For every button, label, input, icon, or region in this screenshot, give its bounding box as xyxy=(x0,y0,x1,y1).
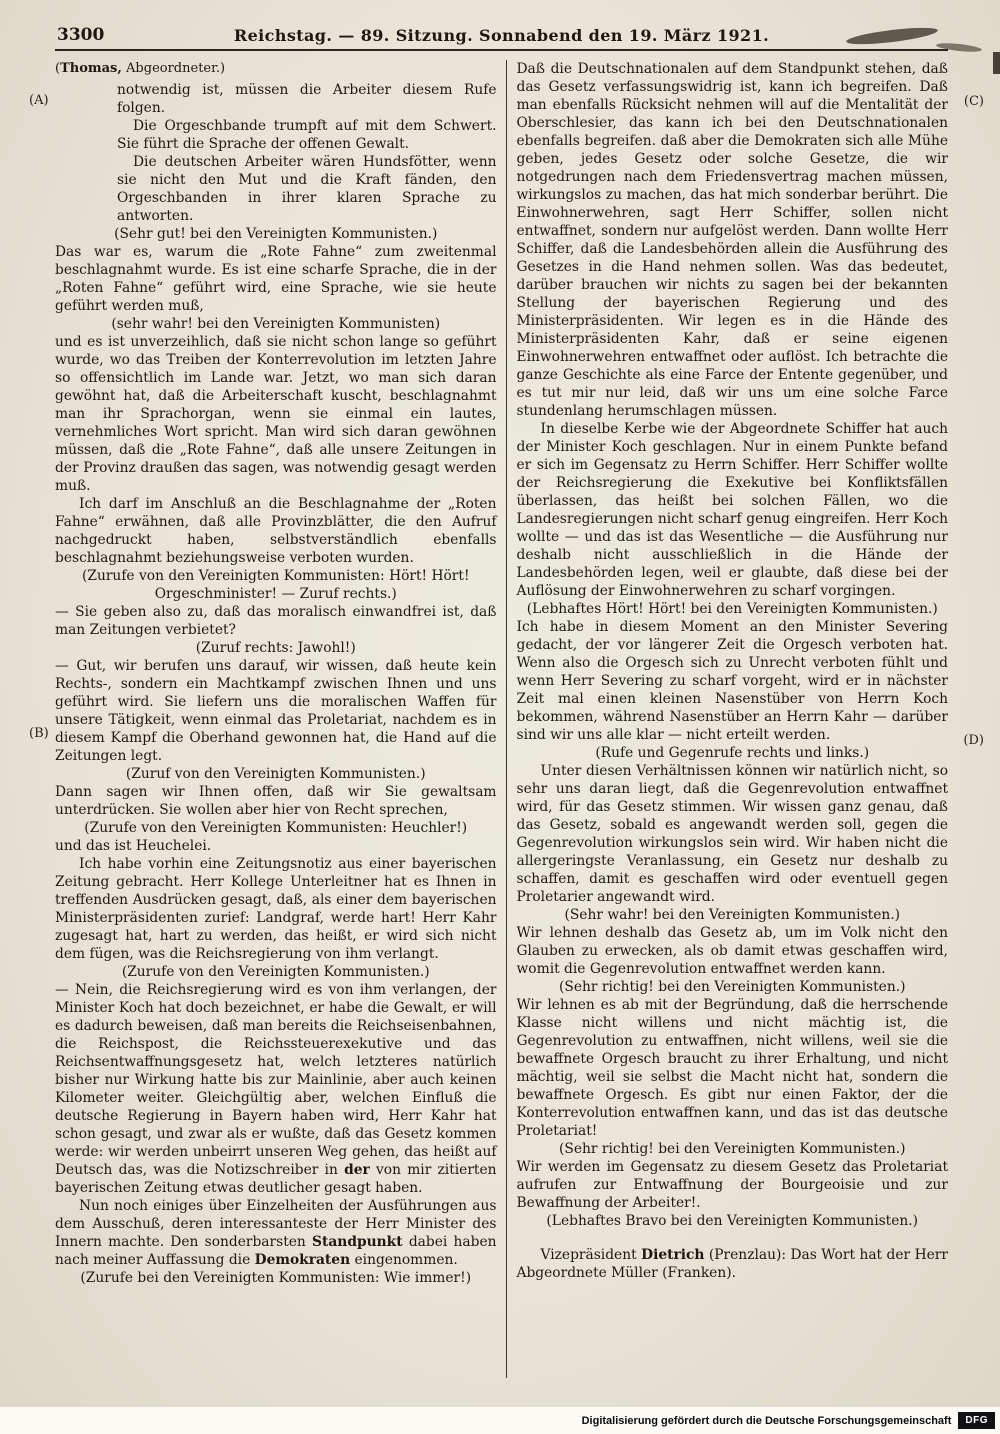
interjection: (Sehr wahr! bei den Vereinigten Kommunisten.) xyxy=(564,907,901,923)
interjection: (Lebhaftes Hört! Hört! bei den Vereinigten Kommunisten.) xyxy=(526,601,938,617)
scan-artifact xyxy=(936,42,982,54)
paragraph: Nun noch einiges über Einzelheiten der Ausführungen aus dem Ausschuß, deren interessanteste der Herr Minister des Innern machte. Den sonderbarsten Standpunkt dabei haben nach meiner Auffassung die Demokraten eingenommen. xyxy=(55,1198,497,1268)
column-marker-d: (D) xyxy=(963,733,984,748)
paragraph: Daß die Deutschnationalen auf dem Standpunkt stehen, daß das Gesetz verfassungswidrig ist, kann ich begreifen. Daß man ebenfalls Rücksicht nehmen will auf die Mentalität der Oberschlesier, das kann ich bei den Deutschnationalen ebenfalls begreifen. daß aber die Demokraten sich alle Mühe geben, jedes Gesetz oder solche Gesetze, die wir notgedrungen nach dem Friedensvertrag machen müssen, wirkungslos zu machen, das hat mich sonderbar berührt. Die Einwohnerwehren, sagt Herr Schiffer, sollen nicht entwaffnet, sondern nur aufgelöst werden. Dann wollte Herr Schiffer, daß die Landesbehörden allein die Ausführung des Gesetzes in die Hand nehmen sollen. Was das bedeutet, darüber brauchen wir nichts zu sagen bei der bekannten Stellung der bayerischen Regierung und des Ministerpräsidenten. Wir legen es in die Hände des Ministerpräsidenten Kahr, daß er seine eigenen Einwohnerwehren entwaffnet oder auflöst. Ich betrachte die ganze Geschichte als eine Farce der Entente gegenüber, und es tut mir nur leid, daß wir uns um eine solche Farce stundenlang herumschlagen müssen. xyxy=(516,61,948,419)
paragraph: — Nein, die Reichsregierung wird es von ihm verlangen, der Minister Koch hat doch bezeichnet, er habe die Gewalt, er will es dadurch beweisen, daß man bereits die Reichseisenbahnen, die Reichspost, die Reichssteuerexekutive und das Reichsentwaffnungsgesetz hat, welch letzteres natürlich bisher nur Wirkung hatte bis zur Mainlinie, aber auch keinen Kilometer weiter. Gleichgültig aber, welchen Einfluß die deutsche Regierung in Bayern haben wird, Herr Kahr hat schon gesagt, und zwar als er wußte, daß das Gesetz kommen werde: wir werden unbeirrt unseren Weg gehen, das heißt auf Deutsch das, was die Notizschreiber in der von mir zitierten bayerischen Zeitung etwas deutlicher gesagt haben. xyxy=(55,982,497,1196)
interjection: (Zurufe bei den Vereinigten Kommunisten: Wie immer!) xyxy=(80,1270,472,1286)
dfg-logo: DFG xyxy=(958,1412,995,1429)
interjection: (Zurufe von den Vereinigten Kommunisten.) xyxy=(121,964,430,980)
paragraph: — Gut, wir berufen uns darauf, wir wissen, daß heute kein Rechts-, sondern ein Machtkampf zwischen Ihnen und uns geführt wird. Sie liefern uns die moralischen Waffen für unsere Tätigkeit, wenn einmal das Proletariat, nachdem es in diesem Kampf die Oberhand gewonnen hat, die Hand auf die Zeitungen legt. xyxy=(55,658,497,764)
interjection: (Rufe und Gegenrufe rechts und links.) xyxy=(595,745,870,761)
digitization-credit: Digitalisierung gefördert durch die Deutsche Forschungsgemeinschaft xyxy=(581,1414,952,1427)
paragraph: Dann sagen wir Ihnen offen, daß wir Sie gewaltsam unterdrücken. Sie wollen aber hier von Recht sprechen, xyxy=(55,784,497,818)
paragraph: (Thomas, Abgeordneter.) xyxy=(55,61,226,76)
page-title: Reichstag. — 89. Sitzung. Sonnabend den 19. März 1921. xyxy=(233,26,770,45)
interjection: (Sehr richtig! bei den Vereinigten Kommunisten.) xyxy=(559,1141,906,1157)
page-header xyxy=(55,24,948,51)
paragraph: notwendig ist, müssen die Arbeiter diesem Rufe folgen. xyxy=(117,82,497,116)
column-marker-a: (A) xyxy=(29,93,49,108)
paragraph: und das ist Heuchelei. xyxy=(55,838,212,854)
column-marker-c: (C) xyxy=(963,94,984,109)
paragraph: Ich darf im Anschluß an die Beschlagnahme der „Roten Fahne“ erwähnen, daß alle Provinzblätter, die den Aufruf nachgedruckt haben, selbstverständlich ebenfalls beschlagnahmt beziehungsweise verboten wurden. xyxy=(55,496,497,566)
column-marker-b: (B) xyxy=(29,726,49,741)
paragraph: Unter diesen Verhältnissen können wir natürlich nicht, so sehr uns daran liegt, daß die Gegenrevolution entwaffnet wird, für das Gesetz stimmen. Wir wissen ganz genau, daß das Gesetz, sobald es angewandt werden soll, gegen die Gegenrevolution wirkungslos sein wird. Wir haben nicht die allergeringste Veranlassung, ein Gesetz nur deshalb zu schaffen, damit es geschaffen wird oder eventuell gegen Proletarier angewandt wird. xyxy=(516,763,948,905)
paragraph: Die deutschen Arbeiter wären Hundsfötter, wenn sie nicht den Mut und die Kraft fänden, den Orgeschbanden in ihrer klaren Sprache zu antworten. xyxy=(117,154,497,224)
interjection: (Zuruf von den Vereinigten Kommunisten.) xyxy=(125,766,426,782)
interjection: (Zurufe von den Vereinigten Kommunisten: Hört! Hört! Orgeschminister! — Zuruf rechts.) xyxy=(81,568,470,602)
interjection: (Lebhaftes Bravo bei den Vereinigten Kommunisten.) xyxy=(546,1213,919,1229)
right-column xyxy=(507,60,949,1378)
paragraph: — Sie geben also zu, daß das moralisch einwandfrei ist, daß man Zeitungen verbietet? xyxy=(55,604,497,638)
paragraph: In dieselbe Kerbe wie der Abgeordnete Schiffer hat auch der Minister Koch geschlagen. Nur in einem Punkte befand er sich im Gegensatz zu Herrn Schiffer. Herr Schiffer wollte der Reichsregierung die Exekutive bei Konfliktsfällen überlassen, das heißt bei solchen Fällen, wo die Landesregierungen nicht scharf genug eingreifen. Herr Koch wollte — und das ist das Wesentliche — die Ausführung nur deshalb nicht ausschließlich in die Hände der Landesbehörden legen, weil er glaubte, daß diese bei der Auflösung der Einwohnerwehren zu scharf vorgingen. xyxy=(516,421,948,599)
interjection: (Sehr gut! bei den Vereinigten Kommunisten.) xyxy=(114,226,438,242)
interjection: (Sehr richtig! bei den Vereinigten Kommunisten.) xyxy=(559,979,906,995)
paragraph: und es ist unverzeihlich, daß sie nicht schon lange so geführt wurde, wo das Treiben der Konterrevolution im letzten Jahre so offensichtlich im Lande war. Jetzt, wo man sich daran gewöhnt hat, daß die Arbeiterschaft kuscht, beschlagnahmt man ihr Sprachorgan, wenn sie einmal ein lautes, vernehmliches Wort spricht. Man wird sich daran gewöhnen müssen, daß die „Rote Fahne“, daß alle unsere Zeitungen in der Provinz draußen das sagen, was notwendig gesagt werden muß. xyxy=(55,334,497,494)
interjection: (Zuruf rechts: Jawohl!) xyxy=(195,640,356,656)
page-number: 3300 xyxy=(57,25,105,45)
left-column xyxy=(55,60,507,1378)
digitization-footer xyxy=(0,1407,1000,1434)
paragraph: Wir lehnen es ab mit der Begründung, daß die herrschende Klasse nicht willens und nicht mächtig ist, die Gegenrevolution zu entwaffnen, nicht willens, weil sie die bewaffnete Orgesch braucht zu ihrer Erhaltung, und nicht mächtig, weil sie selbst die Macht nicht hat, sondern die bewaffnete Orgesch. Es gibt nur einen Faktor, der die Konterrevolution entwaffnen kann, und das ist das deutsche Proletariat! xyxy=(516,997,948,1139)
paragraph: Wir werden im Gegensatz zu diesem Gesetz das Proletariat aufrufen zur Entwaffnung der Bourgeoisie und zur Bewaffnung der Arbeiter!. xyxy=(516,1159,948,1211)
paragraph: Das war es, warum die „Rote Fahne“ zum zweitenmal beschlagnahmt wurde. Es ist eine scharfe Sprache, die in der „Roten Fahne“ geführt wird, eine Sprache, wie sie heute geführt werden muß, xyxy=(55,244,497,314)
paragraph: Wir lehnen deshalb das Gesetz ab, um im Volk nicht den Glauben zu erwecken, als ob damit etwas geschaffen wird, womit die Gegenrevolution entwaffnet werden kann. xyxy=(516,925,948,977)
text-columns xyxy=(55,60,948,1378)
interjection: (sehr wahr! bei den Vereinigten Kommunisten) xyxy=(111,316,441,332)
paragraph: Ich habe in diesem Moment an den Minister Severing gedacht, der vor längerer Zeit die Orgesch verboten hat. Wenn also die Orgesch sich zu Unrecht verboten fühlt und wenn Herr Severing zu scharf vorgeht, wird er in nächster Zeit mal einen kleinen Nasenstüber von Herrn Koch bekommen, während Nasenstüber an Herrn Kahr — darüber sind wir uns alle klar — nicht erteilt werden. xyxy=(516,619,948,743)
paragraph: Die Orgeschbande trumpft auf mit dem Schwert. Sie führt die Sprache der offenen Gewalt. xyxy=(117,118,497,152)
paragraph: Vizepräsident Dietrich (Prenzlau): Das Wort hat der Herr Abgeordnete Müller (Franken). xyxy=(516,1247,948,1281)
scan-artifact xyxy=(993,52,1000,74)
paragraph: Ich habe vorhin eine Zeitungsnotiz aus einer bayerischen Zeitung gebracht. Herr Kollege Unterleitner hat es Ihnen in treffenden Ausdrücken gesagt, daß, als einer dem bayerischen Ministerpräsidenten zurief: Landgraf, werde hart! Herr Kahr zugesagt hat, hart zu werden, das heißt, er wird sich nicht dem fügen, was die Reichsregierung von ihm verlangt. xyxy=(55,856,497,962)
interjection: (Zurufe von den Vereinigten Kommunisten: Heuchler!) xyxy=(84,820,468,836)
